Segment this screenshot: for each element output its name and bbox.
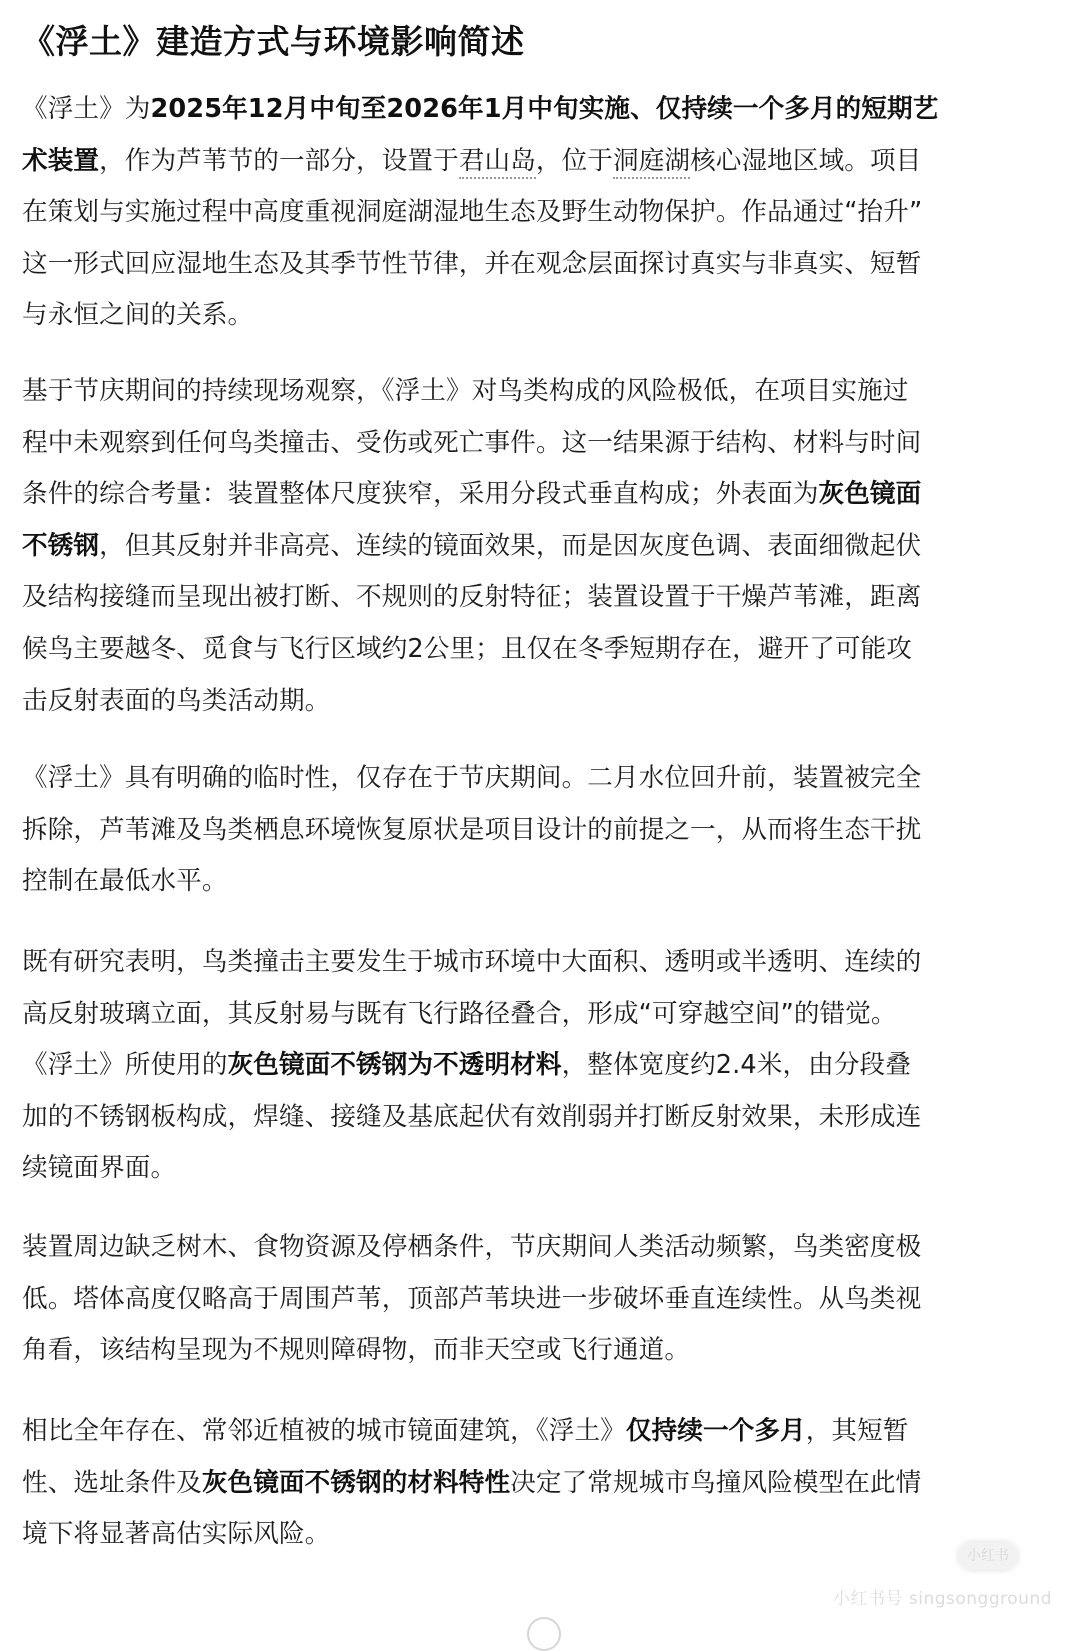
bold-text: 仅持续一个多月 — [625, 1416, 806, 1446]
text-span: 击反射表面的鸟类活动期。 — [22, 685, 331, 716]
text-line — [22, 418, 921, 470]
text-span: 拆除，芦苇滩及鸟类栖息环境恢复原状是项目设计的前提之一，从而将生态干扰 — [22, 814, 922, 845]
text-line — [22, 676, 921, 728]
text-line — [22, 805, 921, 857]
scroll-indicator-icon — [527, 1617, 561, 1651]
text-span: 角看，该结构呈现为不规则障碍物，而非天空或飞行通道。 — [22, 1335, 691, 1366]
text-span: 装置周边缺乏树木、食物资源及停栖条件，节庆期间人类活动频繁，鸟类密度极 — [22, 1232, 922, 1262]
text-line — [22, 187, 938, 239]
text-span: 高反射玻璃立面，其反射易与既有飞行路径叠合，形成“可穿越空间”的错觉。 — [22, 998, 897, 1029]
text-line — [22, 1143, 921, 1195]
text-span: ，但其反射并非高亮、连续的镜面效果，而是因灰度色调、表面细微起伏 — [99, 530, 922, 561]
text-line — [22, 469, 921, 521]
bold-text: 灰色镜面 — [818, 479, 922, 510]
text-line — [22, 572, 921, 624]
text-span: ，作为芦苇节的一部分，设置于 — [99, 145, 459, 176]
paragraph-6 — [22, 1406, 921, 1561]
text-line — [22, 1092, 921, 1144]
text-span: 与永恒之间的关系。 — [22, 300, 254, 331]
paragraph-3 — [22, 753, 921, 908]
paragraph-4 — [22, 937, 921, 1195]
text-span: 境下将显著高估实际风险。 — [22, 1519, 331, 1550]
text-span: 基于节庆期间的持续现场观察，《浮土》对鸟类构成的风险极低，在项目实施过 — [22, 376, 909, 406]
text-span: 加的不锈钢板构成，焊缝、接缝及基底起伏有效削弱并打断反射效果，未形成连 — [22, 1101, 922, 1132]
text-line — [22, 1222, 921, 1274]
text-span: 性、选址条件及 — [22, 1467, 202, 1498]
text-span: 相比全年存在、常邻近植被的城市镜面建筑，《浮土》 — [22, 1416, 626, 1446]
text-line — [22, 753, 921, 805]
bold-text: 术装置 — [22, 145, 100, 176]
bold-text: 不锈钢 — [22, 530, 100, 561]
text-line — [22, 624, 921, 676]
text-span: ，位于 — [535, 145, 613, 176]
text-line — [22, 521, 921, 573]
text-span: 既有研究表明，鸟类撞击主要发生于城市环境中大面积、透明或半透明、连续的 — [22, 947, 922, 977]
text-span: 及结构接缝而呈现出被打断、不规则的反射特征；装置设置于干燥芦苇滩，距离 — [22, 582, 922, 613]
paragraph-1 — [22, 84, 938, 342]
article — [22, 0, 1062, 1550]
text-span: 在策划与实施过程中高度重视洞庭湖湿地生态及野生动物保护。作品通过“抬升” — [22, 197, 923, 228]
linked-term[interactable]: 君山岛 — [459, 146, 536, 179]
text-span: 续镜面界面。 — [22, 1153, 177, 1184]
text-line — [22, 1509, 921, 1561]
text-span: 决定了常规城市鸟撞风险模型在此情 — [510, 1467, 922, 1498]
text-line — [22, 1040, 921, 1092]
text-line — [22, 1274, 921, 1326]
text-line — [22, 84, 938, 136]
article-title: 《浮土》建造方式与环境影响简述 — [22, 22, 525, 61]
text-line — [22, 239, 938, 291]
text-span: 《浮土》为 — [22, 94, 151, 124]
text-span: 条件的综合考量：装置整体尺度狭窄，采用分段式垂直构成；外表面为 — [22, 479, 819, 510]
paragraph-2 — [22, 366, 921, 727]
text-span: 《浮土》具有明确的临时性，仅存在于节庆期间。二月水位回升前，装置被完全 — [22, 763, 922, 793]
text-line — [22, 1458, 921, 1510]
text-line — [22, 937, 921, 989]
text-span: ，其短暂 — [805, 1416, 909, 1446]
text-line — [22, 290, 938, 342]
paragraph-5 — [22, 1222, 921, 1377]
text-line — [22, 366, 921, 418]
watermark-logo-bubble: 小红书 — [958, 1542, 1018, 1570]
text-span: 《浮土》所使用的 — [22, 1050, 228, 1081]
watermark-text: 小红书号 singsongground — [832, 1589, 1052, 1609]
text-line — [22, 1406, 921, 1458]
text-span: 控制在最低水平。 — [22, 866, 228, 897]
bold-text: 灰色镜面不锈钢的材料特性 — [201, 1467, 511, 1498]
bold-text: 2025年12月中旬至2026年1月中旬实施、仅持续一个多月的短期艺 — [150, 94, 939, 124]
text-line — [22, 989, 921, 1041]
text-line — [22, 856, 921, 908]
text-line — [22, 1325, 921, 1377]
bold-text: 灰色镜面不锈钢为不透明材料 — [227, 1050, 562, 1081]
text-span: 低。塔体高度仅略高于周围芦苇，顶部芦苇块进一步破坏垂直连续性。从鸟类视 — [22, 1283, 922, 1314]
linked-term[interactable]: 洞庭湖 — [613, 146, 690, 179]
text-span: 程中未观察到任何鸟类撞击、受伤或死亡事件。这一结果源于结构、材料与时间 — [22, 427, 922, 458]
text-span: 核心湿地区域。项目 — [690, 145, 922, 176]
text-span: ，整体宽度约2.4米，由分段叠 — [561, 1050, 911, 1081]
text-line — [22, 136, 938, 188]
text-span: 这一形式回应湿地生态及其季节性节律，并在观念层面探讨真实与非真实、短暂 — [22, 248, 922, 279]
text-span: 候鸟主要越冬、觅食与飞行区域约2公里；且仅在冬季短期存在，避开了可能攻 — [22, 633, 912, 664]
